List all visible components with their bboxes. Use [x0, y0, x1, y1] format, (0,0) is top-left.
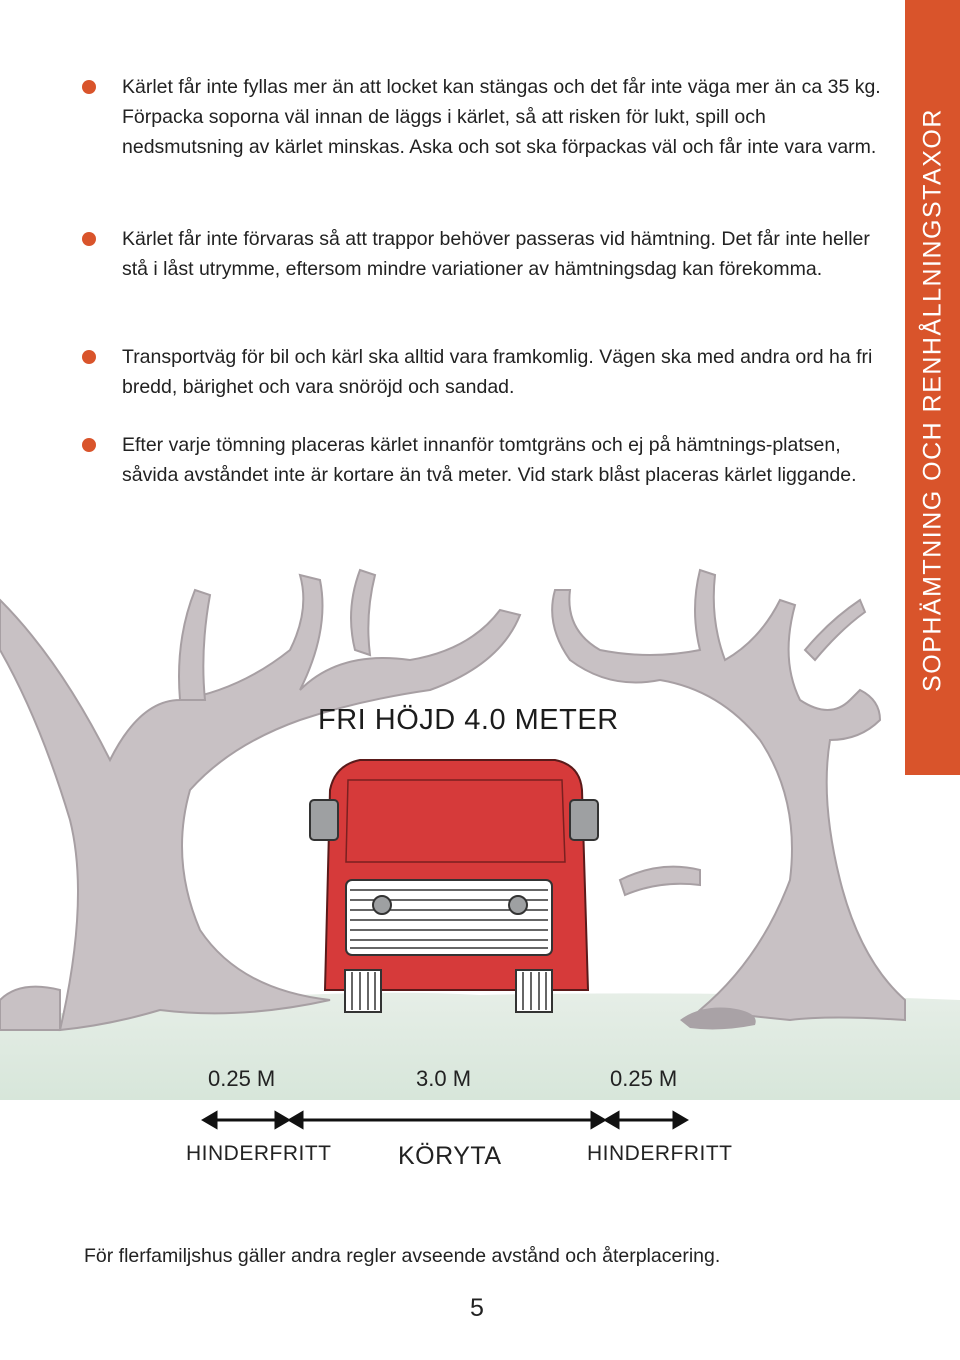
clearance-label: FRI HÖJD 4.0 METER — [318, 704, 619, 736]
bullet-dot — [82, 80, 96, 94]
arrowhead — [276, 1113, 288, 1127]
bullet-text: Kärlet får inte fyllas mer än att locket kan stängas och det får inte väga mer än ca 35 kg. Förpacka soporna väl innan de läggs i kärlet, så att risken för lukt, spill och nedsmutsning av kärlet minskas. Aska och sot ska förpackas väl och får inte vara varm. — [122, 76, 881, 158]
bullet-text: Transportväg för bil och kärl ska alltid vara framkomlig. Vägen ska med andra ord ha fri bredd, bärighet och vara snöröjd och sandad. — [122, 346, 873, 398]
measurement-left: 0.25 M — [208, 1066, 276, 1091]
truck — [310, 760, 598, 1012]
measurement-center: 3.0 M — [416, 1066, 472, 1091]
bullet-dot — [82, 350, 96, 364]
arrowhead — [674, 1113, 686, 1127]
arrowhead — [592, 1113, 604, 1127]
arrowhead — [290, 1113, 302, 1127]
list-item — [82, 430, 882, 490]
list-item — [82, 72, 882, 162]
zone-label-right: HINDERFRITT — [587, 1142, 733, 1165]
right-tree — [552, 570, 905, 1020]
page-number: 5 — [470, 1294, 484, 1322]
footer-note: För flerfamiljshus gäller andra regler avseende avstånd och återplacering. — [84, 1245, 721, 1267]
road-clearance-illustration — [0, 540, 960, 1100]
dimension-arrows — [0, 1100, 960, 1140]
zone-label-left: HINDERFRITT — [186, 1142, 332, 1165]
arrowhead — [204, 1113, 216, 1127]
measurement-right: 0.25 M — [610, 1066, 678, 1091]
section-title: SOPHÄMTNING OCH RENHÅLLNINGSTAXOR — [918, 108, 947, 692]
arrowhead — [606, 1113, 618, 1127]
bullet-dot — [82, 438, 96, 452]
list-item — [82, 342, 882, 402]
bullet-text: Efter varje tömning placeras kärlet innanför tomtgräns och ej på hämtnings-platsen, såvida avståndet inte är kortare än två meter. Vid stark blåst placeras kärlet liggande. — [122, 434, 857, 486]
list-item — [82, 224, 882, 284]
zone-label-center: KÖRYTA — [398, 1142, 502, 1170]
bullet-text: Kärlet får inte förvaras så att trappor behöver passeras vid hämtning. Det får inte heller stå i låst utrymme, eftersom mindre variationer av hämtningsdag kan förekomma. — [122, 228, 870, 280]
bullet-dot — [82, 232, 96, 246]
